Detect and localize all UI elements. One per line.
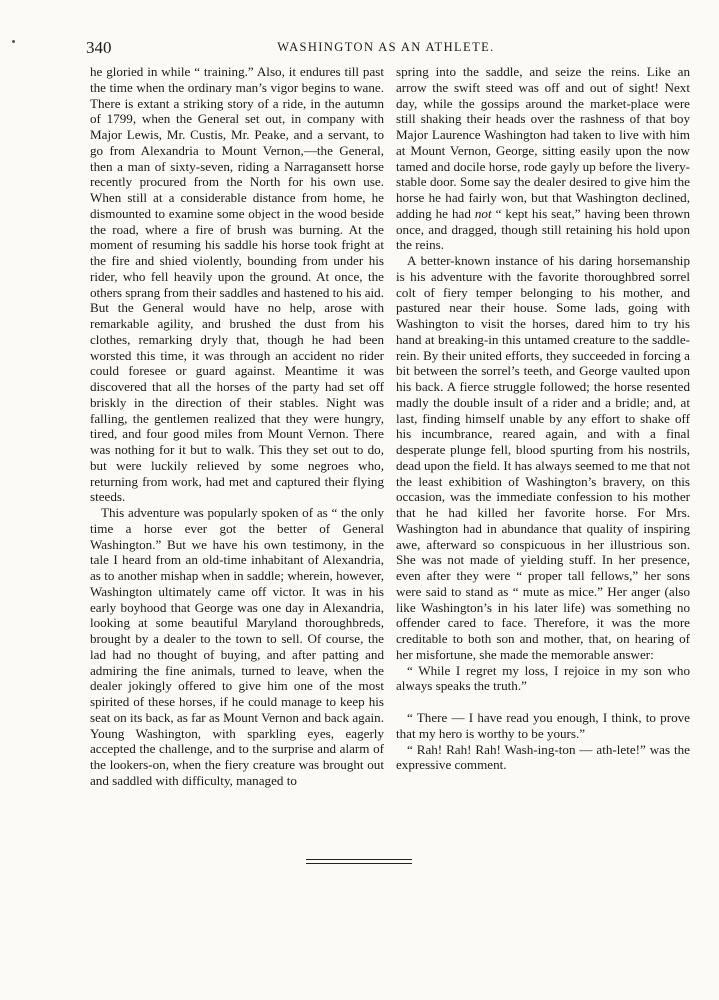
right-column	[396, 64, 690, 773]
paragraph: A better-known instance of his daring horsemanship is his adventure with the favorite thoroughbred sorrel colt of fiery temper belonging to his mother, and pastured near their house. Some lads, going with Washington to visit the horses, dared him to try his hand at breaking-in this untamed creature to the saddle-rein. By their united efforts, they succeeded in forcing a bit between the sorrel’s teeth, and George vaulted upon his back. A fierce struggle followed; the horse resented madly the double insult of a rider and a bridle; and, at last, finding himself unable by any effort to shake off his incumbrance, reared again, and with a final desperate plunge fell, blood spurting from his nostrils, dead upon the field. It has always seemed to me that not the least exhibition of Washington’s bravery, on this occasion, was the immediate confession to his mother that he had killed her favorite horse. For Mrs. Washington had in abundance that quality of inspiring awe, afterward so conspicuous in her illustrious son. She was not made of yielding stuff. In her presence, even after they were “ proper tall fellows,” her sons were said to stand as “ mute as mice.” Her anger (also like Washington’s in his later life) was something no offender cared to face. Therefore, it was the more creditable to both son and mother, that, on hearing of her misfortune, she made the memorable answer:	[396, 253, 690, 662]
paragraph: This adventure was popularly spoken of as “ the only time a horse ever got the better of General Washington.” But we have his own testimony, in the tale I heard from an old-time inhabitant of Alexandria, as to another mishap when in saddle; wherein, however, Washington ultimately came off victor. It was in his early boyhood that George was one day in Alexandria, looking at some beautiful Maryland thoroughbreds, brought by a dealer to the town to sell. Of course, the lad had no thought of buying, and after patting and admiring the fine animals, turned to leave, when the dealer jokingly offered to give him one of the most spirited of these horses, if he could manage to keep his seat on its back, as far as Mount Vernon and back again. Young Washington, with sparkling eyes, eagerly accepted the challenge, and to the surprise and alarm of the lookers-on, when the fiery creature was brought out and saddled with difficulty, managed to	[90, 505, 384, 788]
paragraph: he gloried in while “ training.” Also, it endures till past the time when the ordinary man’s vigor begins to wane. There is extant a striking story of a ride, in the autumn of 1799, when the General set out, in company with Major Lewis, Mr. Custis, Mr. Peake, and a servant, to go from Alexandria to Mount Vernon,—the General, then a man of sixty-seven, riding a Narragansett horse recently procured from the North for his own use. When still at a considerable distance from home, he dismounted to examine some object in the wood beside the road, where a fire of brush was burning. At the moment of resuming his saddle his horse took fright at the fire and shied violently, bounding from under his rider, who fell heavily upon the ground. At once, the others sprang from their saddles and hastened to his aid. But the General would have no help, arose with remarkable agility, and brushed the dust from his clothes, remarking dryly that, though he had been worsted this time, it was through an accident no rider could foresee or guard against. Meantime it was discovered that all the horses of the party had set off briskly in the direction of their stables. Night was falling, the gentlemen realized that they were hungry, tired, and four good miles from Mount Vernon. There was nothing for it but to walk. This they set out to do, but were luckily relieved by some negroes who, returning from work, had met and captured their flying steeds.	[90, 64, 384, 505]
end-rule-ornament	[306, 859, 412, 864]
page-header	[86, 38, 686, 58]
page-number: 340	[86, 38, 112, 57]
paragraph-text: spring into the saddle, and seize the reins. Like an arrow the swift steed was off and out of sight! Next day, while the gossips around the market-place were still shaking their heads over the rashness of that boy Major Laurence Washington had taken to live with him at Mount Vernon, George, sitting easily upon the now tamed and docile horse, rode gayly up before the livery-stable door. Some say the dealer desired to give him the horse he had fairly won, but that Washington declined, adding he had	[396, 64, 690, 221]
emphasis-text: not	[474, 205, 492, 221]
paragraph: “ Rah! Rah! Rah! Wash-ing-ton — ath-lete!” was the expressive comment.	[396, 741, 690, 773]
quote-paragraph: “ While I regret my loss, I rejoice in my son who always speaks the truth.”	[396, 662, 690, 694]
left-column	[90, 64, 384, 789]
paragraph: “ There — I have read you enough, I think, to prove that my hero is worthy to be yours.”	[396, 710, 690, 741]
paragraph	[396, 64, 690, 253]
running-title: WASHINGTON AS AN ATHLETE.	[277, 40, 495, 54]
paragraph-text: “ kept his seat,” having been thrown once, and dragged, though still retaining his hold upon the reins.	[396, 205, 690, 253]
print-speck	[12, 40, 15, 43]
